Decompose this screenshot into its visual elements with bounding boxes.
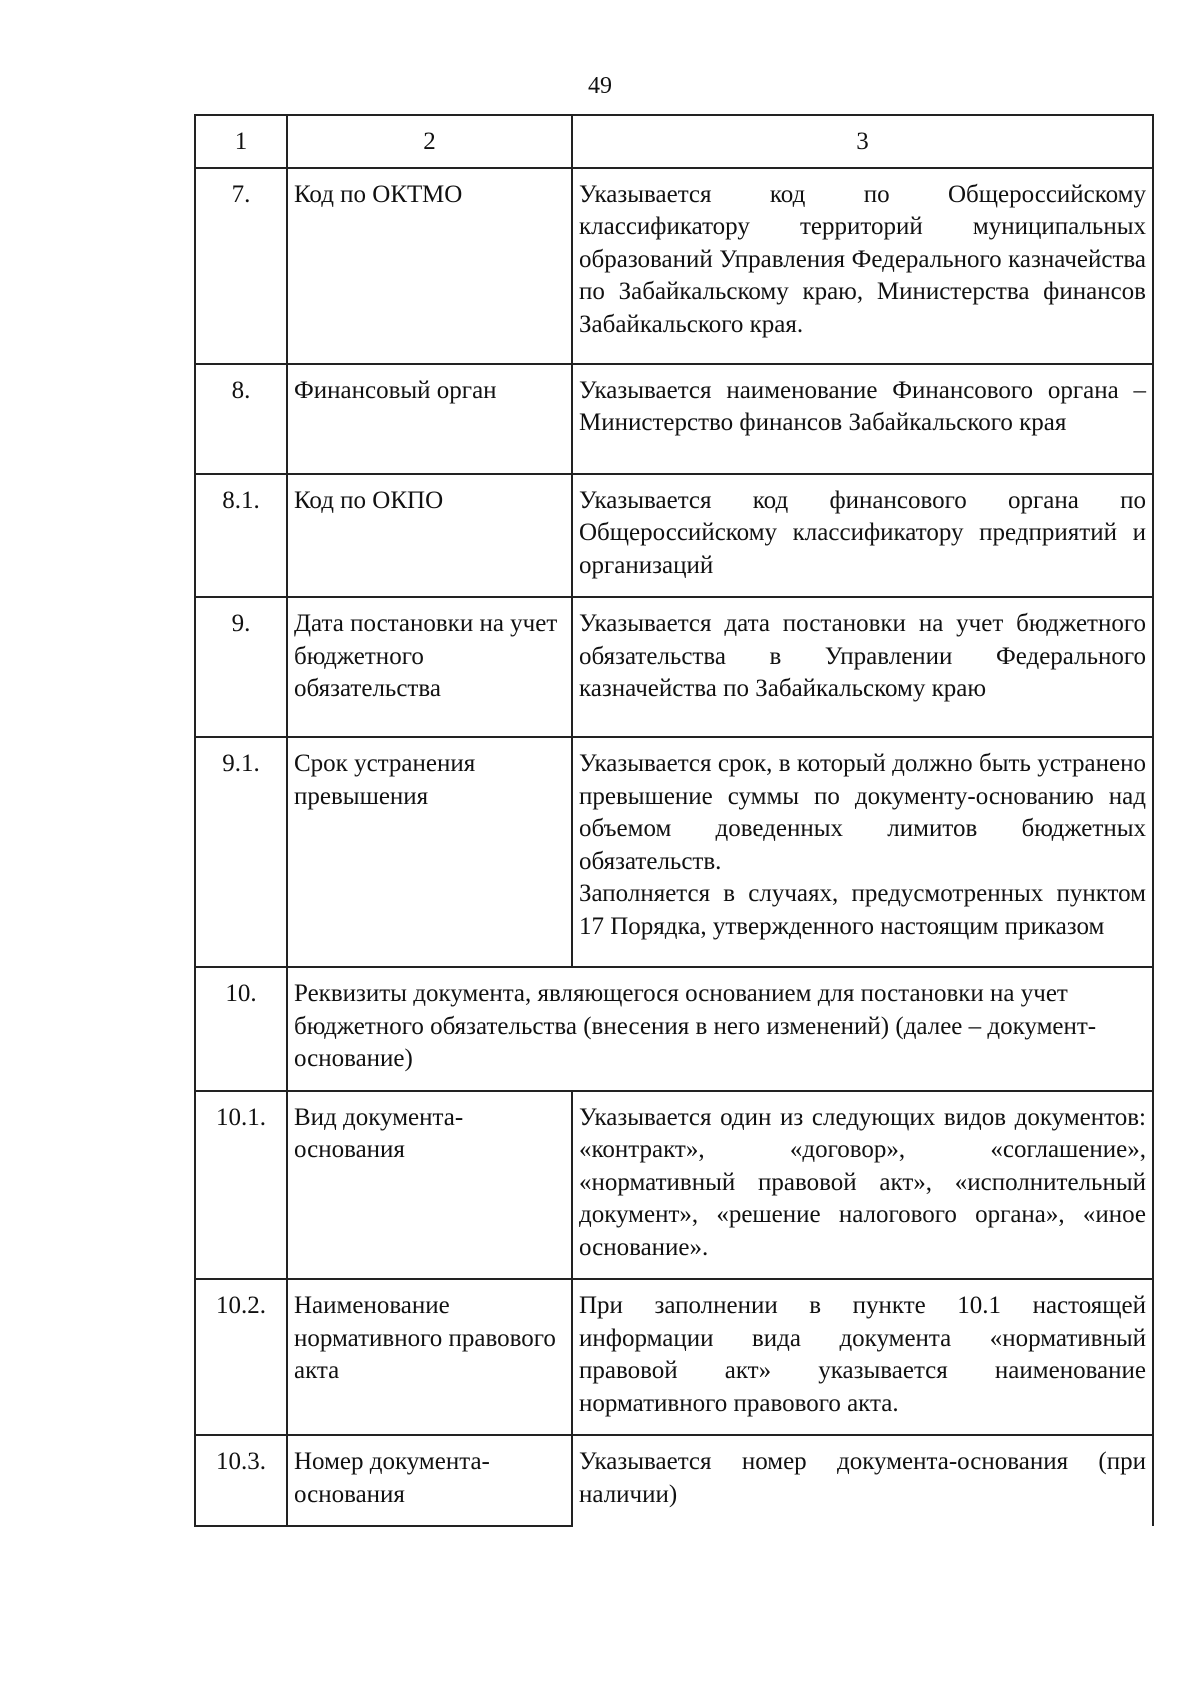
- field-name: Номер документа-основания: [287, 1435, 572, 1526]
- row-number: 7.: [195, 168, 287, 364]
- field-name: Вид документа-основания: [287, 1091, 572, 1280]
- section-heading: Реквизиты документа, являющегося основанием для постановки на учет бюджетного обязательства (внесения в него изменений) (далее – документ-основание): [287, 967, 1153, 1091]
- field-description: [572, 1091, 1153, 1280]
- table-row: [195, 168, 1153, 364]
- row-number: 10.1.: [195, 1091, 287, 1280]
- row-number: 9.1.: [195, 737, 287, 967]
- table-row: [195, 1279, 1153, 1435]
- field-description: [572, 1435, 1153, 1526]
- row-number: 10.: [195, 967, 287, 1091]
- description-paragraph: Указывается дата постановки на учет бюджетного обязательства в Управлении Федерального казначейства по Забайкальскому краю: [579, 610, 1146, 702]
- field-description: [572, 1279, 1153, 1435]
- field-description: [572, 168, 1153, 364]
- table-row: [195, 1435, 1153, 1526]
- field-description: [572, 364, 1153, 474]
- table-row: [195, 967, 1153, 1091]
- column-header-2: 2: [287, 115, 572, 168]
- description-paragraph: Указывается наименование Финансового органа – Министерство финансов Забайкальского края: [579, 376, 1146, 436]
- description-paragraph: Указывается срок, в который должно быть устранено превышение суммы по документу-основанию над объемом доведенных лимитов бюджетных обязательств.: [579, 750, 1146, 875]
- table-header-row: [195, 115, 1153, 168]
- page-number: 49: [588, 73, 612, 99]
- row-number: 10.2.: [195, 1279, 287, 1435]
- table-row: [195, 597, 1153, 737]
- field-name: Код по ОКТМО: [287, 168, 572, 364]
- description-paragraph: Указывается код по Общероссийскому классификатору территорий муниципальных образований Управления Федерального казначейства по Забайкальскому краю, Министерства финансов Забайкальского края.: [579, 180, 1146, 338]
- description-paragraph: Указывается код финансового органа по Общероссийскому классификатору предприятий и организаций: [579, 486, 1146, 579]
- document-table: [194, 114, 1154, 1527]
- field-description: [572, 737, 1153, 967]
- column-header-1: 1: [195, 115, 287, 168]
- field-description: [572, 597, 1153, 737]
- table-row: [195, 364, 1153, 474]
- table-row: [195, 737, 1153, 967]
- description-paragraph: При заполнении в пункте 10.1 настоящей информации вида документа «нормативный правовой акт» указывается наименование нормативного правового акта.: [579, 1292, 1146, 1417]
- row-number: 10.3.: [195, 1435, 287, 1526]
- table-row: [195, 474, 1153, 598]
- field-name: Код по ОКПО: [287, 474, 572, 598]
- column-header-3: 3: [572, 115, 1153, 168]
- field-name: Дата постановки на учет бюджетного обязательства: [287, 597, 572, 737]
- row-number: 9.: [195, 597, 287, 737]
- table-row: [195, 1091, 1153, 1280]
- description-paragraph: Указывается номер документа-основания (при наличии): [579, 1448, 1146, 1508]
- field-name: Финансовый орган: [287, 364, 572, 474]
- description-paragraph: Указывается один из следующих видов документов: «контракт», «договор», «соглашение», «нормативный правовой акт», «исполнительный документ», «решение налогового органа», «иное основание».: [579, 1103, 1146, 1261]
- description-paragraph: Заполняется в случаях, предусмотренных пунктом 17 Порядка, утвержденного настоящим приказом: [579, 880, 1146, 940]
- field-name: Наименование нормативного правового акта: [287, 1279, 572, 1435]
- row-number: 8.1.: [195, 474, 287, 598]
- row-number: 8.: [195, 364, 287, 474]
- field-description: [572, 474, 1153, 598]
- field-name: Срок устранения превышения: [287, 737, 572, 967]
